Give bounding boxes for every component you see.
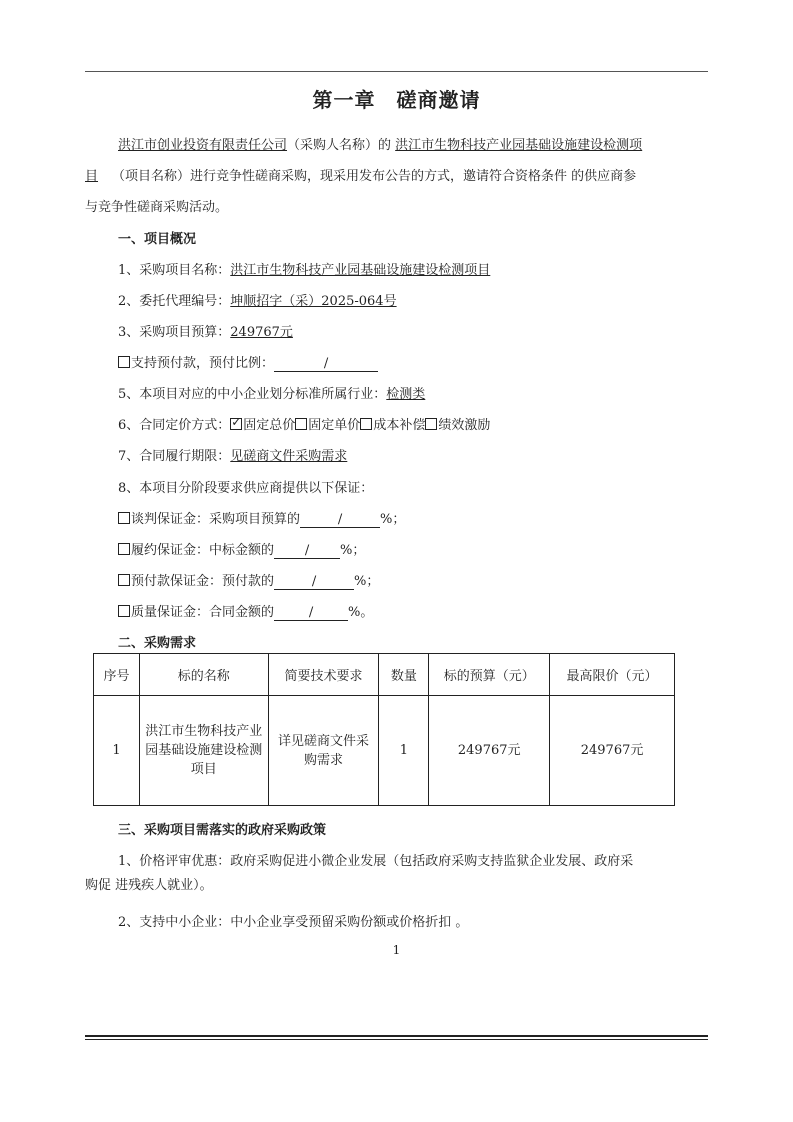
bond1-blank: /: [300, 513, 380, 528]
header-tech: 简要技术要求: [268, 654, 379, 696]
item-budget: [118, 321, 293, 340]
bond3-checkbox[interactable]: [118, 574, 130, 586]
header-name: 标的名称: [139, 654, 268, 696]
table-row: [94, 696, 675, 806]
footer-rule-thick: [85, 1035, 708, 1037]
item3-label: 3、采购项目预算：: [118, 325, 231, 340]
pricing-option-4: 绩效激励: [438, 418, 491, 433]
pricing-option-2: 固定单价: [308, 418, 361, 433]
bond4-label: 质量保证金：合同金额的: [131, 605, 275, 620]
item-term: [118, 445, 347, 464]
bond4-blank: /: [274, 606, 348, 621]
header-budget: 标的预算（元）: [429, 654, 550, 696]
item1-label: 1、采购项目名称：: [118, 263, 231, 278]
bond-prepayment: [118, 570, 379, 590]
header-no: 序号: [94, 654, 140, 696]
header-rule: [85, 71, 708, 72]
pricing-option-1: 固定总价: [243, 418, 296, 433]
bond-quality: [118, 601, 373, 621]
item-industry: [118, 383, 425, 402]
intro-line-2: [85, 165, 636, 184]
item-guarantee: 8、本项目分阶段要求供应商提供以下保证：: [118, 481, 374, 496]
purchaser-note: （采购人名称）的: [287, 138, 392, 153]
item-agent-code: [118, 290, 397, 309]
prepay-checkbox[interactable]: [118, 356, 130, 368]
item-project-name: [118, 259, 490, 278]
policy-2: 2、支持中小企业：中小企业享受预留采购份额或价格折扣 。: [118, 915, 469, 930]
item7-label: 7、合同履行期限：: [118, 449, 231, 464]
item5-value: 检测类: [386, 387, 426, 402]
bond2-pct: %；: [340, 543, 366, 558]
pricing-checkbox-incentive[interactable]: [425, 418, 437, 430]
bond3-blank: /: [274, 575, 354, 590]
cell-no: 1: [94, 696, 140, 806]
bond1-label: 谈判保证金：采购项目预算的: [131, 512, 301, 527]
cell-name: 洪江市生物科技产业园基础设施建设检测项目: [139, 696, 268, 806]
footer-rule-thin: [85, 1039, 708, 1040]
item2-label: 2、委托代理编号：: [118, 294, 231, 309]
header-max: 最高限价（元）: [550, 654, 675, 696]
item-pricing: [118, 414, 490, 433]
bond2-blank: /: [274, 544, 340, 559]
bond4-pct: %。: [348, 605, 374, 620]
bond1-pct: %；: [380, 512, 406, 527]
item2-value: 坤顺招字（采）2025-064号: [230, 294, 397, 309]
pricing-checkbox-fixed-unit[interactable]: [295, 418, 307, 430]
pricing-option-3: 成本补偿: [373, 418, 426, 433]
cell-tech: 详见磋商文件采购需求: [268, 696, 379, 806]
page-number: 1: [392, 943, 401, 957]
item7-value: 见磋商文件采购需求: [230, 449, 348, 464]
cell-qty: 1: [379, 696, 429, 806]
project-name-b: 目: [85, 169, 99, 184]
header-qty: 数量: [379, 654, 429, 696]
bond3-pct: %；: [354, 574, 380, 589]
table-header-row: [94, 654, 675, 696]
purchaser-name: 洪江市创业投资有限责任公司: [118, 138, 288, 153]
bond2-label: 履约保证金：中标金额的: [131, 543, 275, 558]
section1-heading: 一、项目概况: [118, 232, 197, 247]
intro-rest: （项目名称）进行竞争性磋商采购，现采用发布公告的方式，邀请符合资格条件 的供应商参: [112, 169, 637, 184]
bond-negotiation: [118, 508, 405, 528]
item1-value: 洪江市生物科技产业园基础设施建设检测项目: [230, 263, 491, 278]
pricing-checkbox-cost[interactable]: [360, 418, 372, 430]
policy-1-line-2: 购促 进残疾人就业）。: [85, 878, 213, 893]
cell-budget: 249767元: [429, 696, 550, 806]
item6-label: 6、合同定价方式：: [118, 418, 231, 433]
pricing-checkbox-fixed-total[interactable]: [230, 418, 242, 430]
prepay-ratio: /: [274, 357, 378, 372]
bond4-checkbox[interactable]: [118, 605, 130, 617]
bond2-checkbox[interactable]: [118, 543, 130, 555]
section2-heading: 二、采购需求: [118, 636, 197, 651]
project-name-a: 洪江市生物科技产业园基础设施建设检测项: [395, 138, 643, 153]
policy-1-line-1: 1、价格评审优惠：政府采购促进小微企业发展（包括政府采购支持监狱企业发展、政府采: [118, 854, 634, 869]
section3-heading: 三、采购项目需落实的政府采购政策: [118, 823, 327, 838]
item5-label: 5、本项目对应的中小企业划分标准所属行业：: [118, 387, 387, 402]
item3-value: 249767元: [230, 325, 293, 340]
intro-line-3: 与竞争性磋商采购活动。: [85, 200, 229, 215]
prepay-label: 支持预付款，预付比例：: [131, 356, 275, 371]
cell-max: 249767元: [550, 696, 675, 806]
procurement-table: [93, 653, 675, 806]
chapter-title: 第一章 磋商邀请: [312, 88, 481, 112]
bond3-label: 预付款保证金：预付款的: [131, 574, 275, 589]
item-prepayment: [118, 352, 378, 372]
bond-performance: [118, 539, 365, 559]
intro-line-1: [118, 134, 642, 153]
bond1-checkbox[interactable]: [118, 512, 130, 524]
